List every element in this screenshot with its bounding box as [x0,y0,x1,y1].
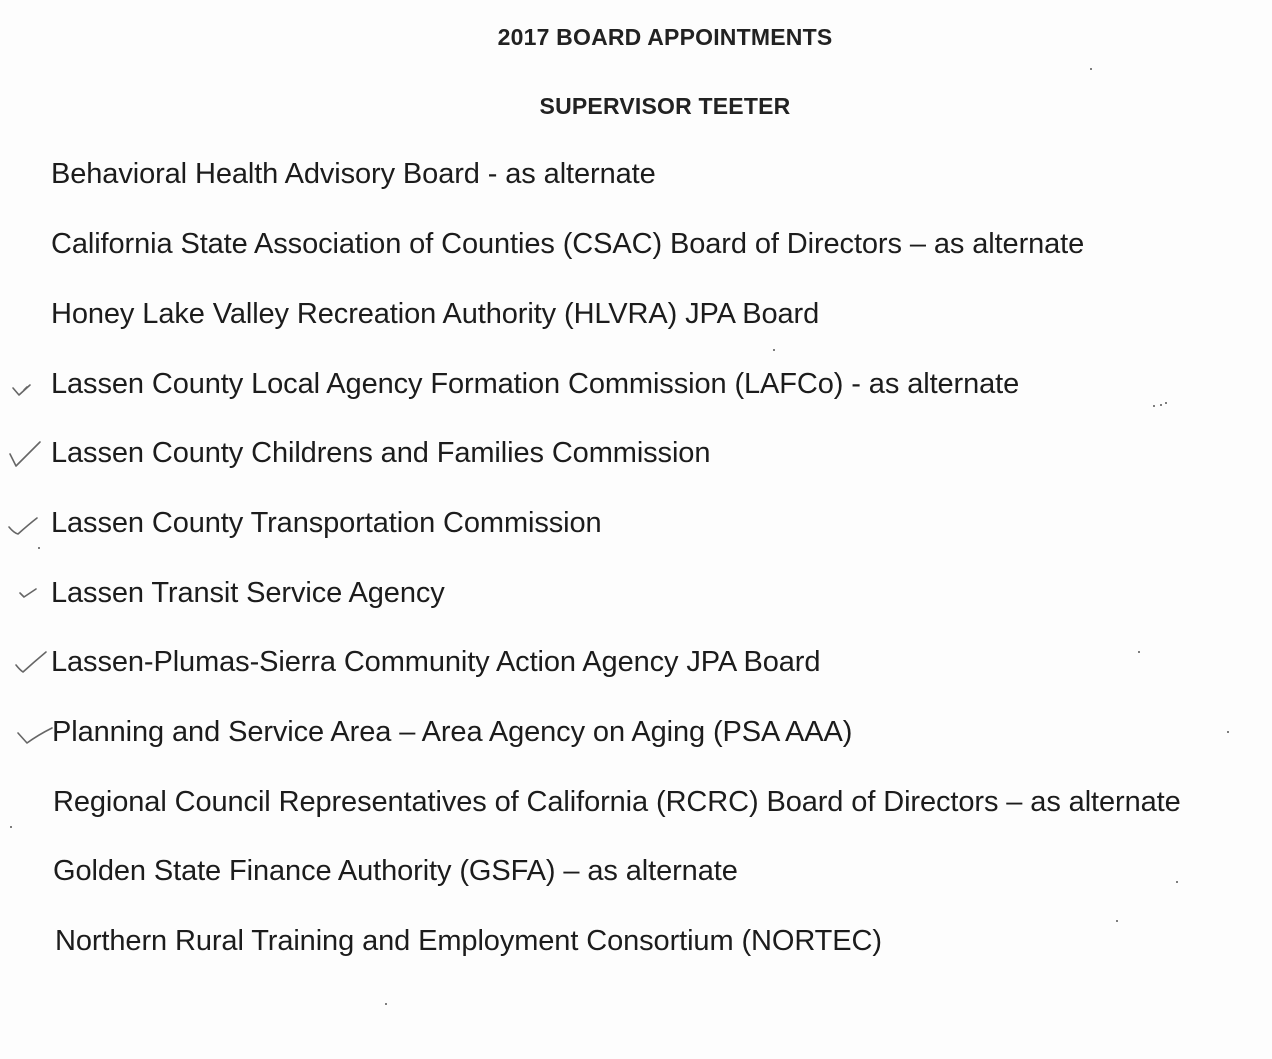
handwritten-check-icon [14,583,56,613]
handwritten-check-icon [8,374,50,404]
appointment-item: Behavioral Health Advisory Board - as alternate [51,158,656,190]
appointment-item: Lassen County Local Agency Formation Commission (LAFCo) - as alternate [51,368,1020,400]
appointment-item: Lassen-Plumas-Sierra Community Action Agency JPA Board [51,646,821,678]
appointment-item: California State Association of Counties (CSAC) Board of Directors – as alternate [51,228,1085,260]
appointment-item: Golden State Finance Authority (GSFA) – as alternate [53,855,738,887]
scan-speck [38,547,40,549]
scan-speck [1116,920,1118,922]
appointment-item: Northern Rural Training and Employment Consortium (NORTEC) [55,925,882,957]
document-title: 2017 BOARD APPOINTMENTS [497,24,833,50]
scan-speck [1227,731,1229,733]
appointment-item: Lassen County Childrens and Families Commission [51,437,711,469]
scan-speck [1090,68,1092,70]
handwritten-check-icon [12,723,54,753]
scan-speck [1176,881,1178,883]
handwritten-check-icon [4,513,46,543]
handwritten-check-icon [4,438,46,468]
scan-speck [1165,402,1167,404]
appointment-item: Planning and Service Area – Area Agency on Aging (PSA AAA) [52,716,853,748]
appointment-item: Lassen County Transportation Commission [51,507,602,539]
appointment-item: Honey Lake Valley Recreation Authority (HLVRA) JPA Board [51,298,820,330]
document-subtitle: SUPERVISOR TEETER [539,93,791,119]
appointment-item: Regional Council Representatives of California (RCRC) Board of Directors – as alternate [53,786,1181,818]
appointment-item: Lassen Transit Service Agency [51,577,445,609]
scan-speck [1160,404,1162,406]
scan-speck [385,1003,387,1005]
scan-speck [1153,405,1155,407]
scan-speck [773,349,775,351]
handwritten-check-icon [10,648,52,678]
scan-speck [10,826,12,828]
scan-speck [1138,651,1140,653]
